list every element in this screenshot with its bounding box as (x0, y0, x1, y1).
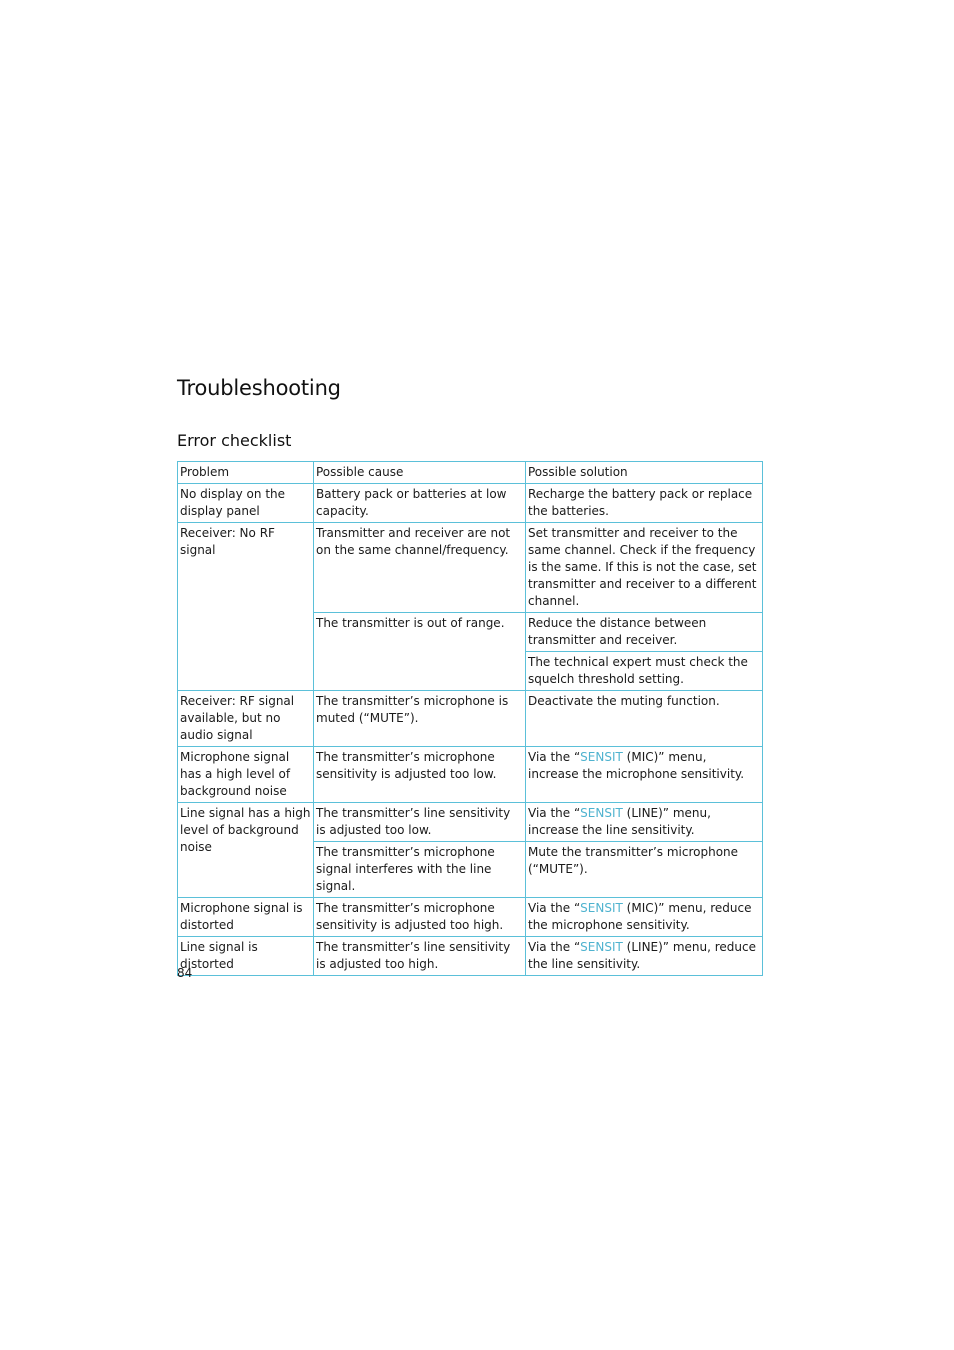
solution-cell: Reduce the distance between transmitter and receiver. (526, 613, 763, 652)
solution-text: (LINE)” menu, reduce the line sensitivity. (528, 940, 757, 971)
solution-text: (MIC)” menu, reduce the microphone sensitivity. (528, 901, 752, 932)
table-row (178, 747, 763, 803)
solution-text: (LINE)” menu, increase the line sensitivity. (528, 806, 711, 837)
section-title: Error checklist (177, 431, 292, 450)
solution-text: (MIC)” menu, increase the microphone sensitivity. (528, 750, 745, 781)
sensit-menu-label: SENSIT (580, 806, 623, 820)
header-possible-cause: Possible cause (314, 462, 526, 484)
solution-cell (526, 803, 763, 842)
cause-cell: The transmitter’s line sensitivity is adjusted too high. (314, 937, 526, 976)
error-checklist-table (177, 461, 763, 976)
solution-cell (526, 898, 763, 937)
solution-text: Via the “ (528, 901, 581, 915)
problem-cell: Line signal has a high level of background noise (178, 803, 314, 898)
solution-text: Via the “ (528, 806, 581, 820)
sensit-menu-label: SENSIT (580, 901, 623, 915)
solution-cell (526, 747, 763, 803)
solution-cell: Deactivate the muting function. (526, 691, 763, 747)
cause-cell: Transmitter and receiver are not on the same channel/frequency. (314, 523, 526, 613)
table-header-row (178, 462, 763, 484)
header-possible-solution: Possible solution (526, 462, 763, 484)
cause-cell: The transmitter’s microphone is muted (“MUTE”). (314, 691, 526, 747)
page-number: 84 (177, 966, 193, 980)
sensit-menu-label: SENSIT (580, 750, 623, 764)
cause-cell: Battery pack or batteries at low capacity. (314, 484, 526, 523)
table-row (178, 937, 763, 976)
solution-text: Via the “ (528, 940, 581, 954)
problem-cell: Microphone signal has a high level of background noise (178, 747, 314, 803)
solution-cell (526, 937, 763, 976)
problem-cell: Microphone signal is distorted (178, 898, 314, 937)
header-problem: Problem (178, 462, 314, 484)
table-row (178, 484, 763, 523)
problem-cell: Line signal is distorted (178, 937, 314, 976)
solution-cell: The technical expert must check the squelch threshold setting. (526, 652, 763, 691)
table-row (178, 803, 763, 842)
cause-cell: The transmitter’s microphone sensitivity is adjusted too high. (314, 898, 526, 937)
solution-text: Via the “ (528, 750, 581, 764)
table-row (178, 523, 763, 613)
sensit-menu-label: SENSIT (580, 940, 623, 954)
cause-cell: The transmitter’s microphone sensitivity is adjusted too low. (314, 747, 526, 803)
cause-cell: The transmitter’s line sensitivity is adjusted too low. (314, 803, 526, 842)
table-row (178, 898, 763, 937)
problem-cell: No display on the display panel (178, 484, 314, 523)
page-title: Troubleshooting (177, 376, 341, 400)
cause-cell: The transmitter’s microphone signal interferes with the line signal. (314, 842, 526, 898)
table-row (178, 691, 763, 747)
problem-cell: Receiver: No RF signal (178, 523, 314, 691)
cause-cell: The transmitter is out of range. (314, 613, 526, 691)
solution-cell: Mute the transmitter’s microphone (“MUTE”). (526, 842, 763, 898)
solution-cell: Recharge the battery pack or replace the batteries. (526, 484, 763, 523)
problem-cell: Receiver: RF signal available, but no audio signal (178, 691, 314, 747)
solution-cell: Set transmitter and receiver to the same channel. Check if the frequency is the same. If this is not the case, set transmitter and receiver to a different channel. (526, 523, 763, 613)
